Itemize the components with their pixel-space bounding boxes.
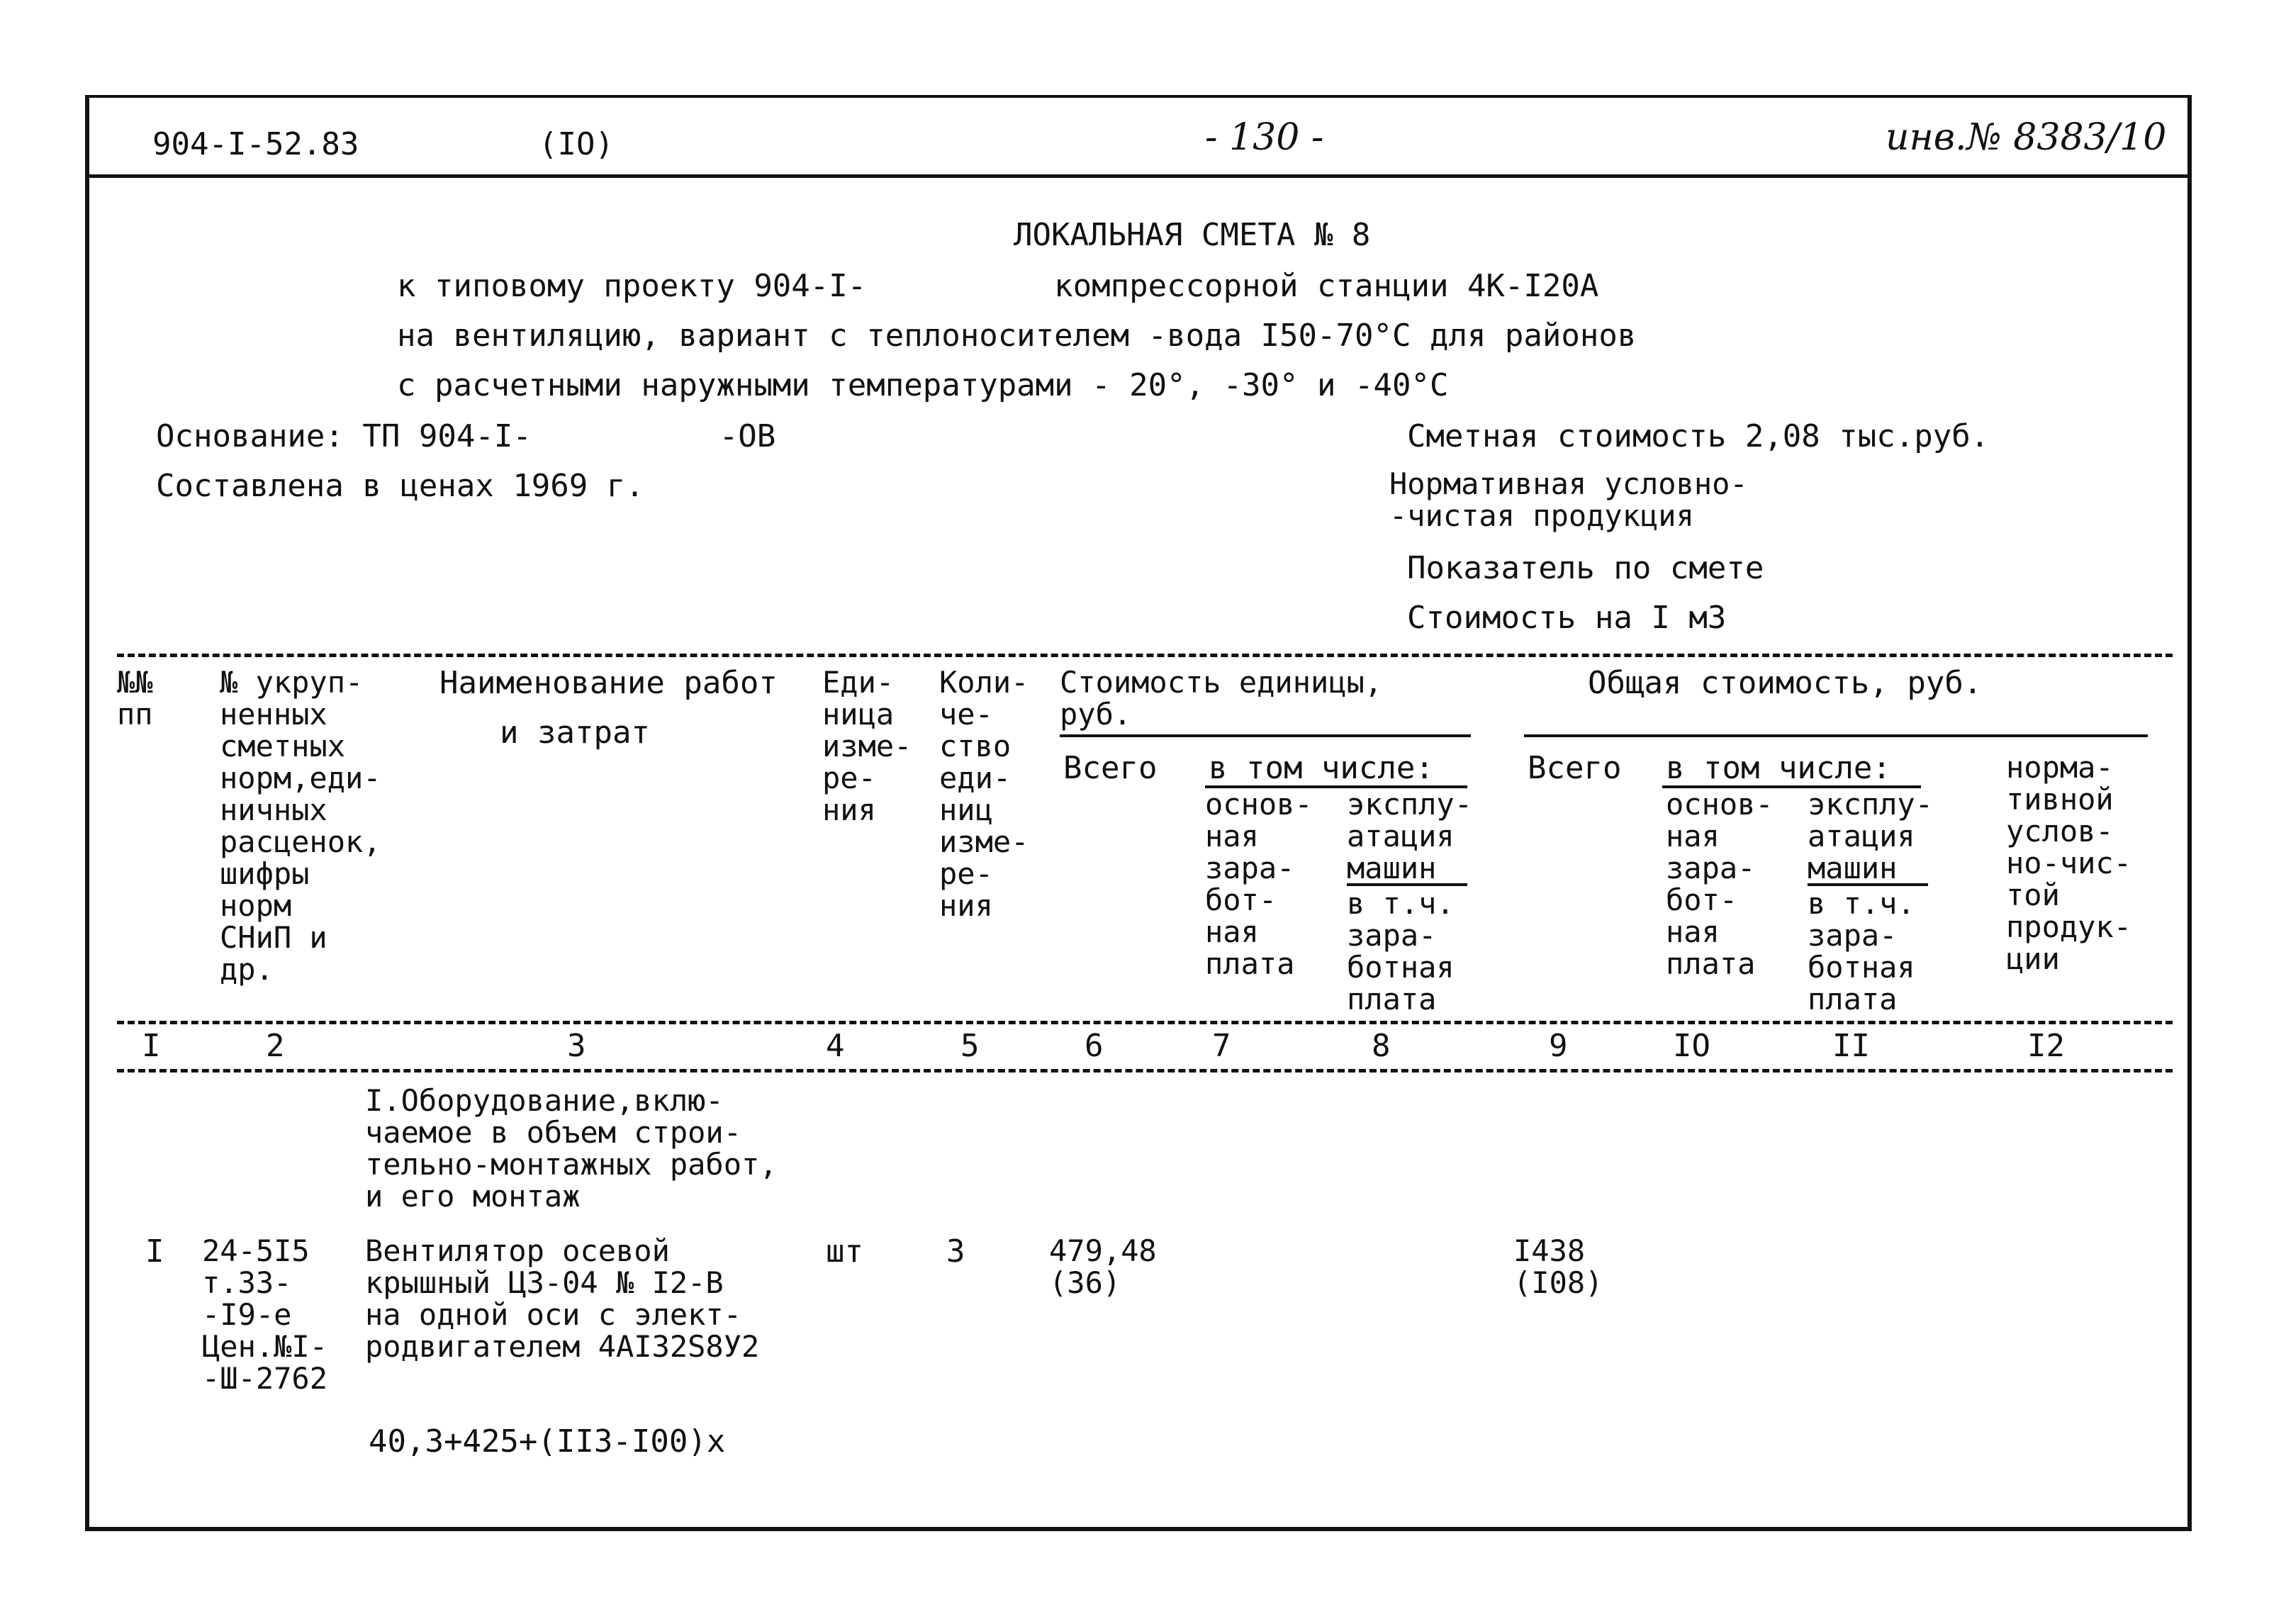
sheet-code: (IO) [539, 126, 614, 162]
col-num-6: 6 [1085, 1028, 1104, 1064]
col-name-header-2: и затрат [500, 715, 650, 751]
col-norm-code-header: № укруп- ненных сметных норм,еди- ничных расценок, шифры норм СНиП и др. [220, 665, 381, 987]
unit-cost-group-header: Стоимость единицы, руб. [1060, 665, 1383, 732]
col-num-5: 5 [960, 1028, 980, 1064]
inventory-number: инв.№ 8383/10 [1886, 116, 2167, 159]
numbers-bottom-dashed-rule [117, 1069, 2173, 1073]
row-1-total: I438 (I08) [1513, 1233, 1603, 1300]
col-num-3: 3 [567, 1028, 586, 1064]
estimate-indicator: Показатель по смете [1407, 550, 1764, 586]
prices-line: Составлена в ценах 1969 г. [156, 468, 644, 504]
unit-incl-header: в том числе: [1209, 750, 1434, 786]
col-num-8: 8 [1372, 1028, 1391, 1064]
col-num-2: 2 [266, 1028, 285, 1064]
total-cost-rule [1524, 734, 2148, 737]
col-num-10: IO [1673, 1028, 1710, 1064]
col-unit-machines-header: эксплу- атация машин [1347, 787, 1473, 885]
col-num-9: 9 [1549, 1028, 1568, 1064]
col-num-12: I2 [2027, 1028, 2065, 1064]
col-qty-header: Коли- че- ство еди- ниц изме- ре- ния [939, 665, 1029, 923]
normative-product: Нормативная условно- -чистая продукция [1389, 466, 1748, 533]
formula-line: 40,3+425+(II3-I00)х [369, 1423, 726, 1460]
col-num-1: I [142, 1028, 161, 1064]
col-unit-wage-header: основ- ная зара- бот- ная плата [1205, 787, 1313, 981]
col-num-7: 7 [1212, 1028, 1231, 1064]
row-1-norm-code: 24-5I5 т.33- -I9-е Цен.№I- -Ш-2762 [202, 1233, 328, 1396]
page-number: - 130 - [1205, 116, 1324, 159]
subtitle-line-1: к типовому проекту 904-I- компрессорной станции 4К-I20А [397, 268, 1599, 304]
col-unit-machines-wage-header: в т.ч. зара- ботная плата [1347, 886, 1455, 1017]
total-cost-group-header: Общая стоимость, руб. [1588, 665, 1983, 701]
header-bottom-dashed-rule [117, 1021, 2173, 1024]
doc-title: ЛОКАЛЬНАЯ СМЕТА № 8 [1014, 217, 1371, 253]
doc-code: 904-I-52.83 [152, 126, 359, 162]
col-num-11: II [1832, 1028, 1870, 1064]
frame-top-rule [85, 95, 2187, 98]
unit-cost-rule [1060, 734, 1471, 737]
row-1-qty: 3 [946, 1233, 965, 1270]
col-num-4: 4 [826, 1028, 845, 1064]
col-number-header: №№ пп [117, 665, 153, 732]
col-total-machines-header: эксплу- атация машин [1808, 787, 1934, 885]
row-1-number: I [145, 1233, 164, 1270]
total-incl-header: в том числе: [1666, 750, 1891, 786]
row-1-name: Вентилятор осевой крышный ЦЗ-04 № I2-В на одной оси с элект- родвигателем 4АI32S8У2 [365, 1233, 760, 1364]
col-unit-total-header: Всего [1063, 750, 1158, 786]
col-unit-header: Еди- ница изме- ре- ния [822, 665, 912, 827]
subtitle-line-3: с расчетными наружными температурами - 20°, -30° и -40°С [397, 367, 1449, 403]
col-total-machines-wage-header: в т.ч. зара- ботная плата [1808, 886, 1915, 1017]
col-total-wage-header: основ- ная зара- бот- ная плата [1666, 787, 1774, 981]
col-name-header: Наименование работ [439, 665, 778, 701]
col-total-header: Всего [1528, 750, 1622, 786]
section-title: I.Оборудование,вклю- чаемое в объем строи- тельно-монтажных работ, и его монтаж [365, 1083, 778, 1214]
header-rule [85, 174, 2187, 178]
row-1-unit: шт [826, 1233, 863, 1270]
cost-per-m3: Стоимость на I м3 [1407, 600, 1727, 636]
estimated-cost: Сметная стоимость 2,08 тыс.руб. [1407, 418, 1990, 454]
table-top-dashed-rule [117, 654, 2173, 657]
row-1-unit-total: 479,48 (36) [1049, 1233, 1157, 1300]
subtitle-line-2: на вентиляцию, вариант с теплоносителем -вода I50-70°С для районов [397, 318, 1637, 354]
basis-line: Основание: ТП 904-I- -ОВ [156, 418, 776, 454]
col-normative-product-header: норма- тивной услов- но-чис- той продук- ции [2006, 750, 2132, 976]
